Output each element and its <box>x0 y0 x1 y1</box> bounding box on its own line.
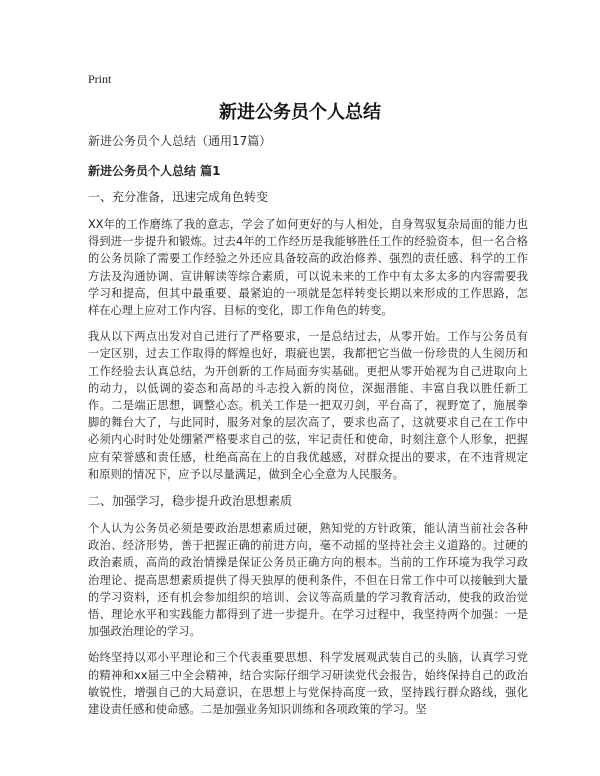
section-heading-1: 一、充分准备，迅速完成角色转变 <box>88 190 269 204</box>
section-heading-2: 二、加强学习，稳步提升政治思想素质 <box>88 494 293 509</box>
paragraph-1: XX年的工作磨练了我的意志，学会了如何更好的与人相处，自身驾驭复杂局面的能力也得到进一步提升和锻炼。过去4年的工作经历是我能够胜任工作的经验资本，但一名合格的公务员除了需要工作经验之外还应具备较高的政治修养、强烈的责任感、科学的工作方法及沟通协调、宣讲解读等综合素质，可以说未来的工作中有太多太多的内容需要我学习和提高，但其中最重要、最紧迫的一项就是怎样转变长期以来形成的工作思路，怎样在心理上应对工作内容、目标的变化，即工作角色的转变。 <box>88 218 528 318</box>
article-subtitle: 新进公务员个人总结（通用17篇） <box>88 134 272 148</box>
page-title: 新进公务员个人总结 <box>219 102 381 123</box>
paragraph-4: 始终坚持以邓小平理论和三个代表重要思想、科学发展观武装自己的头脑，认真学习党的精神和xx届三中全会精神，结合实际仔细学习研读党代会报告，始终保持自己的政治敏锐性，增强自己的大局意识，在思想上与党保持高度一致，坚持践行群众路线，强化建设责任感和使命感。二是加强业务知识训练和各项政策的学习。坚 <box>88 651 528 717</box>
print-link[interactable]: Print <box>88 72 112 86</box>
article-body <box>88 132 528 727</box>
paragraph-2: 我从以下两点出发对自己进行了严格要求，一是总结过去，从零开始。工作与公务员有一定区别，过去工作取得的辉煌也好，瑕疵也罢，我都把它当做一份珍贵的人生阅历和工作经验去认真总结，为开创新的工作局面夯实基础。更把从零开始视为自己进取向上的动力，以低调的姿态和高昂的斗志投入新的岗位，深掘潜能、丰富自我以胜任新工作。二是端正思想，调整心态。机关工作是一把双刃剑，平台高了，视野宽了，施展拳脚的舞台大了，与此同时，服务对象的层次高了，要求也高了，这就要求自己在工作中必须内心时时处处绷紧严格要求自己的弦，牢记责任和使命，时刻注意个人形象，把握应有荣誉感和责任感，杜绝高高在上的自我优越感，对群众提出的要求，在不违背规定和原则的情况下，应予以尽量满足，做到全心全意为人民服务。 <box>88 330 528 481</box>
paragraph-3: 个人认为公务员必须是要政治思想素质过硬，熟知党的方针政策，能认清当前社会各种政治、经济形势，善于把握正确的前进方向，毫不动摇的坚持社会主义道路的。过硬的政治素质，高尚的政治情操是保证公务员正确方向的根本。当前的工作环境为我学习政治理论、提高思想素质提供了得天独厚的便利条件，不但在日常工作中可以接触到大量的学习资料，还有机会参加组织的培训、会议等高质量的学习教育活动，使我的政治觉悟、理论水平和实践能力都得到了进一步提升。在学习过程中，我坚持两个加强：一是加强政治理论的学习。 <box>88 522 528 639</box>
section-title: 新进公务员个人总结 篇1 <box>88 164 221 178</box>
